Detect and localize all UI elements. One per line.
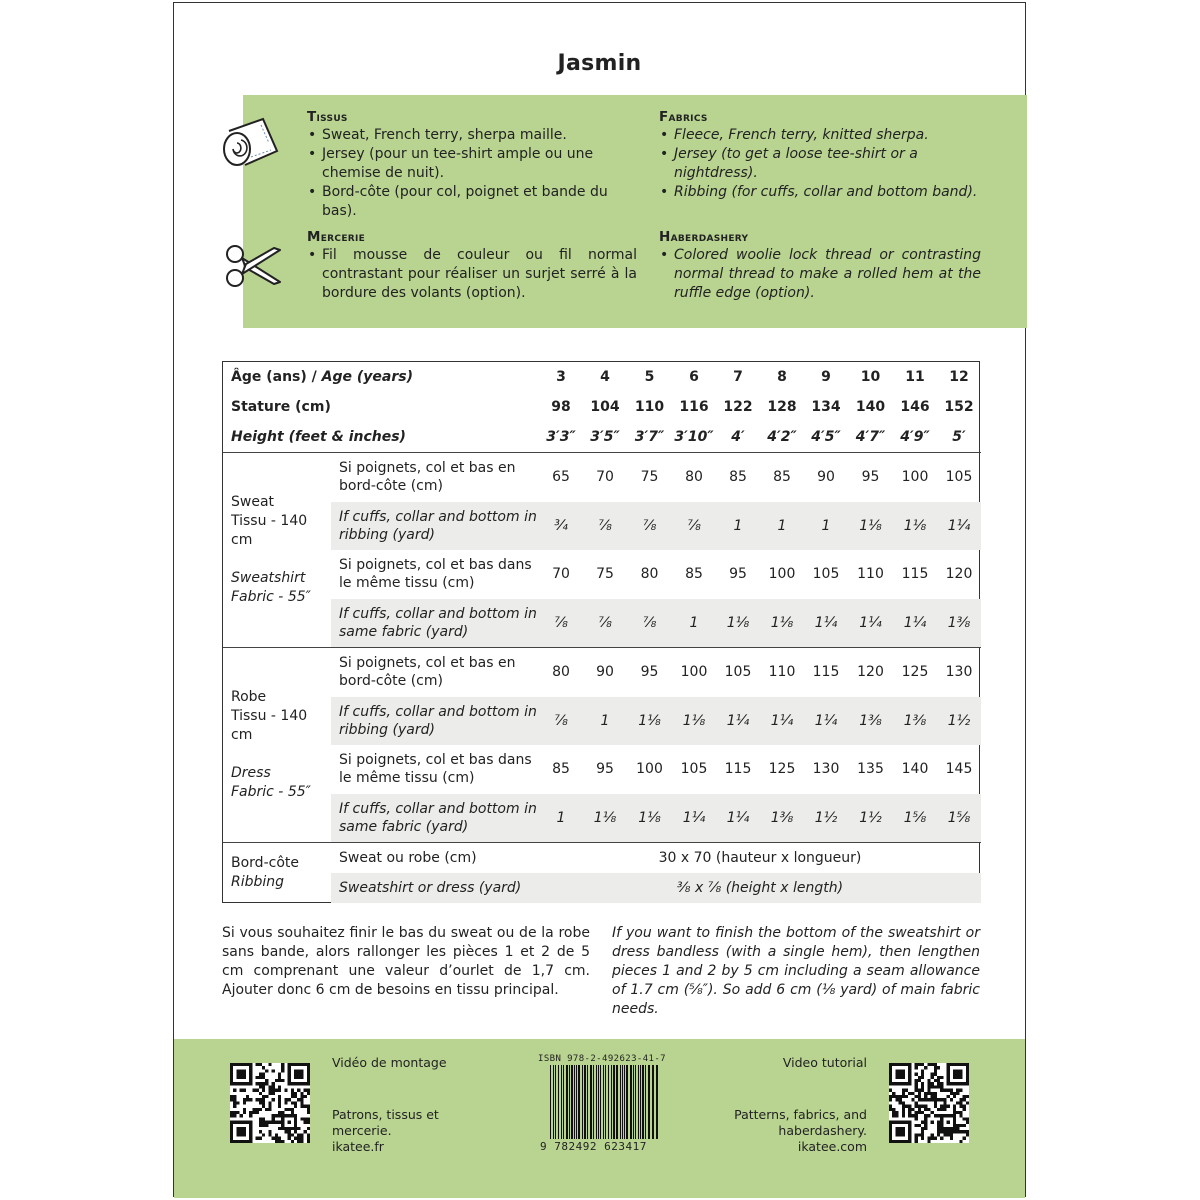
row-description: Sweat ou robe (cm): [331, 843, 539, 874]
table-row: [223, 873, 981, 903]
shop-fr-text: Patrons, tissus et mercerie. ikatee.fr: [332, 1107, 439, 1154]
table-cell: 1⅜: [760, 794, 804, 843]
table-cell: 95: [596, 761, 614, 778]
stature-cell: 98: [551, 399, 571, 415]
age-cell: 4: [600, 369, 610, 385]
table-cell: 1⅛: [760, 599, 804, 648]
table-cell: 1½: [848, 794, 893, 843]
height-row: [223, 422, 981, 453]
footer-band: [174, 1039, 1025, 1198]
row-description: Sweatshirt or dress (yard): [331, 873, 539, 903]
fabrics-fr-list: [307, 126, 637, 221]
table-cell: 1¼: [893, 599, 937, 648]
fabrics-en-list: [659, 126, 989, 202]
height-cell: 3′10″: [674, 429, 714, 445]
table-cell: 120: [848, 648, 893, 697]
table-cell: 105: [937, 453, 981, 502]
list-item: • Sweat, French terry, sherpa maille.: [307, 126, 637, 145]
age-cell: 5: [644, 369, 655, 385]
stature-cell: 140: [855, 399, 886, 415]
table-cell: 100: [672, 648, 716, 697]
stature-cell: 110: [634, 399, 665, 415]
stature-cell: 128: [767, 399, 797, 415]
table-cell: 1⅛: [627, 794, 672, 843]
row-description: Si poignets, col et bas dans le même tissu (cm): [339, 752, 532, 787]
notions-fr-heading: Mercerie: [307, 229, 366, 245]
table-cell: 1⅛: [893, 502, 937, 551]
table-cell: 120: [945, 566, 973, 583]
age-cell: 7: [733, 369, 743, 385]
age-cell: 3: [556, 369, 566, 385]
ribbing-value-fr: 30 x 70 (hauteur x longueur): [539, 843, 981, 874]
table-cell: 115: [901, 566, 929, 583]
table-cell: 1⅝: [937, 794, 981, 843]
height-cell: 4′9″: [900, 429, 930, 445]
row-description: If cuffs, collar and bottom in same fabric (yard): [331, 599, 539, 648]
table-cell: 115: [724, 761, 752, 778]
table-cell: ¾: [539, 502, 583, 551]
table-cell: 80: [672, 453, 716, 502]
stature-cell: 122: [723, 399, 753, 415]
qr-code-en[interactable]: [889, 1063, 969, 1143]
table-row: [223, 843, 981, 874]
table-cell: 65: [539, 453, 583, 502]
table-cell: 1¼: [760, 697, 804, 746]
age-row: [223, 362, 981, 392]
table-cell: 80: [640, 566, 659, 583]
note-en: If you want to finish the bottom of the sweatshirt or dress bandless (with a single hem), then lengthen pieces 1 and 2 by 5 cm including a seam allowance of 1.7 cm (⅝″). So add 6 cm (⅛ yard) of main fabric needs.: [612, 925, 980, 1017]
table-cell: ⅞: [583, 502, 627, 551]
table-cell: ⅞: [539, 599, 583, 648]
group-label-sweat: Sweat Tissu - 140 cm Sweatshirt Fabric - 55″: [223, 453, 331, 648]
age-cell: 11: [905, 369, 925, 385]
stature-cell: 146: [900, 399, 930, 415]
barcode-digits: 9 782492 623417: [540, 1140, 647, 1153]
table-cell: 100: [768, 566, 796, 583]
group-label-robe: Robe Tissu - 140 cm Dress Fabric - 55″: [223, 648, 331, 843]
stature-cell: 104: [590, 399, 620, 415]
table-cell: 1⅛: [583, 794, 627, 843]
shop-en-text: Patterns, fabrics, and haberdashery. ikatee.com: [734, 1107, 867, 1154]
table-cell: 1¼: [804, 697, 848, 746]
table-cell: 95: [848, 453, 893, 502]
height-cell: 4′5″: [811, 429, 841, 445]
table-cell: 1: [760, 502, 804, 551]
stature-cell: 152: [944, 399, 974, 415]
stature-cell: 134: [811, 399, 841, 415]
height-cell: 4′: [731, 429, 745, 445]
table-cell: 75: [596, 566, 614, 583]
stature-cell: 116: [679, 399, 709, 415]
supplies-band: [243, 95, 1027, 328]
table-cell: 95: [627, 648, 672, 697]
table-row: [223, 599, 981, 648]
table-cell: ⅞: [539, 697, 583, 746]
table-cell: 1¼: [848, 599, 893, 648]
table-cell: 1⅛: [716, 599, 760, 648]
age-cell: 10: [860, 369, 881, 385]
table-cell: 105: [680, 761, 708, 778]
table-cell: 1¼: [716, 794, 760, 843]
table-row: [223, 648, 981, 697]
qr-code-fr[interactable]: [230, 1063, 310, 1143]
video-en-label: Video tutorial: [782, 1055, 867, 1070]
table-cell: 70: [583, 453, 627, 502]
age-cell: 9: [821, 369, 831, 385]
table-cell: 130: [937, 648, 981, 697]
page-title: Jasmin: [557, 51, 642, 76]
notions-en-list: [659, 246, 981, 303]
table-cell: 115: [804, 648, 848, 697]
shop-fr-link[interactable]: ikatee.fr: [332, 1139, 384, 1154]
list-item: • Colored woolie lock thread or contrasting normal thread to make a rolled hem at the ruffle edge (option).: [659, 246, 981, 303]
table-cell: ⅞: [627, 599, 672, 648]
table-cell: 110: [760, 648, 804, 697]
table-cell: 1⅛: [627, 697, 672, 746]
table-cell: 110: [857, 566, 884, 583]
note-fr: Si vous souhaitez finir le bas du sweat ou de la robe sans bande, alors rallonger les pièces 1 et 2 de 5 cm comprenant une valeur d’ourlet de 1,7 cm. Ajouter donc 6 cm de besoins en tissu principal.: [222, 925, 590, 998]
table-cell: 70: [552, 566, 570, 583]
row-description: Si poignets, col et bas en bord-côte (cm): [331, 648, 539, 697]
table-cell: 1½: [804, 794, 848, 843]
table-cell: 95: [729, 566, 747, 583]
fabric-roll-icon: [221, 117, 279, 169]
table-cell: 85: [716, 453, 760, 502]
table-cell: 80: [539, 648, 583, 697]
list-item: • Fil mousse de couleur ou fil normal contrastant pour réaliser un surjet serré à la bordure des volants (option).: [307, 246, 637, 303]
fabrics-en-heading: Fabrics: [659, 109, 708, 125]
table-cell: 1⅛: [672, 697, 716, 746]
stature-label: Stature (cm): [231, 399, 331, 415]
table-row: [223, 502, 981, 551]
table-cell: 1¼: [937, 502, 981, 551]
pattern-sheet: [173, 2, 1026, 1197]
table-cell: 125: [893, 648, 937, 697]
height-label: Height (feet & inches): [231, 429, 406, 445]
list-item: • Jersey (to get a loose tee-shirt or a nightdress).: [659, 145, 989, 183]
table-cell: 100: [893, 453, 937, 502]
row-description: If cuffs, collar and bottom in same fabric (yard): [331, 794, 539, 843]
notions-en-heading: Haberdashery: [659, 229, 749, 245]
table-cell: 1⅝: [893, 794, 937, 843]
fabrics-fr-heading: Tissus: [307, 109, 348, 125]
age-cell: 8: [777, 369, 787, 385]
table-cell: 90: [804, 453, 848, 502]
table-cell: 130: [812, 761, 840, 778]
row-description: Si poignets, col et bas dans le même tissu (cm): [339, 557, 532, 592]
table-cell: 1: [672, 599, 716, 648]
row-description: If cuffs, collar and bottom in ribbing (yard): [331, 697, 539, 746]
list-item: • Jersey (pour un tee-shirt ample ou une chemise de nuit).: [307, 145, 637, 183]
table-row: [223, 745, 981, 794]
table-cell: 85: [685, 566, 703, 583]
yardage-table: [222, 361, 980, 903]
table-cell: 1¼: [804, 599, 848, 648]
table-cell: 100: [636, 761, 663, 778]
age-label: Âge (ans) / Age (years): [231, 369, 413, 385]
table-row: [223, 697, 981, 746]
table-cell: ⅞: [627, 502, 672, 551]
group-label-ribbing: Bord-côte Ribbing: [223, 843, 331, 904]
list-item: • Fleece, French terry, knitted sherpa.: [659, 126, 989, 145]
height-cell: 3′7″: [634, 429, 665, 445]
height-cell: 4′7″: [855, 429, 886, 445]
table-cell: 1½: [937, 697, 981, 746]
table-cell: 1⅜: [937, 599, 981, 648]
table-cell: 125: [768, 761, 796, 778]
table-cell: 1: [583, 697, 627, 746]
height-cell: 3′3″: [546, 429, 576, 445]
table-cell: 1⅛: [848, 502, 893, 551]
table-cell: 85: [760, 453, 804, 502]
table-row: [223, 550, 981, 599]
table-cell: ⅞: [583, 599, 627, 648]
table-cell: ⅞: [672, 502, 716, 551]
height-cell: 3′5″: [590, 429, 620, 445]
table-cell: 1¼: [672, 794, 716, 843]
table-row: [223, 794, 981, 843]
table-cell: 105: [716, 648, 760, 697]
barcode: [550, 1065, 660, 1139]
scissors-icon: [224, 242, 282, 290]
age-cell: 12: [949, 369, 969, 385]
row-description: If cuffs, collar and bottom in ribbing (yard): [331, 502, 539, 551]
isbn-text: ISBN 978-2-492623-41-7: [538, 1054, 667, 1064]
table-cell: 1⅜: [848, 697, 893, 746]
notions-fr-list: [307, 246, 637, 303]
table-cell: 1: [716, 502, 760, 551]
shop-en-link[interactable]: ikatee.com: [797, 1139, 867, 1154]
table-row: [223, 453, 981, 502]
table-cell: 85: [552, 761, 570, 778]
table-cell: 75: [627, 453, 672, 502]
table-cell: 145: [945, 761, 973, 778]
ribbing-value-en: ⅜ x ⅞ (height x length): [539, 873, 981, 903]
stature-row: [223, 392, 981, 422]
video-fr-label: Vidéo de montage: [332, 1055, 447, 1070]
table-cell: 135: [857, 761, 884, 778]
list-item: • Ribbing (for cuffs, collar and bottom band).: [659, 183, 989, 202]
table-cell: 140: [901, 761, 929, 778]
list-item: • Bord-côte (pour col, poignet et bande du bas).: [307, 183, 637, 221]
table-cell: 105: [812, 566, 840, 583]
table-cell: 90: [583, 648, 627, 697]
height-cell: 5′: [952, 429, 966, 445]
table-cell: 1: [804, 502, 848, 551]
table-cell: 1: [539, 794, 583, 843]
height-cell: 4′2″: [767, 429, 797, 445]
table-cell: 1⅜: [893, 697, 937, 746]
table-cell: 1¼: [716, 697, 760, 746]
age-cell: 6: [689, 369, 699, 385]
row-description: Si poignets, col et bas en bord-côte (cm): [331, 453, 539, 502]
